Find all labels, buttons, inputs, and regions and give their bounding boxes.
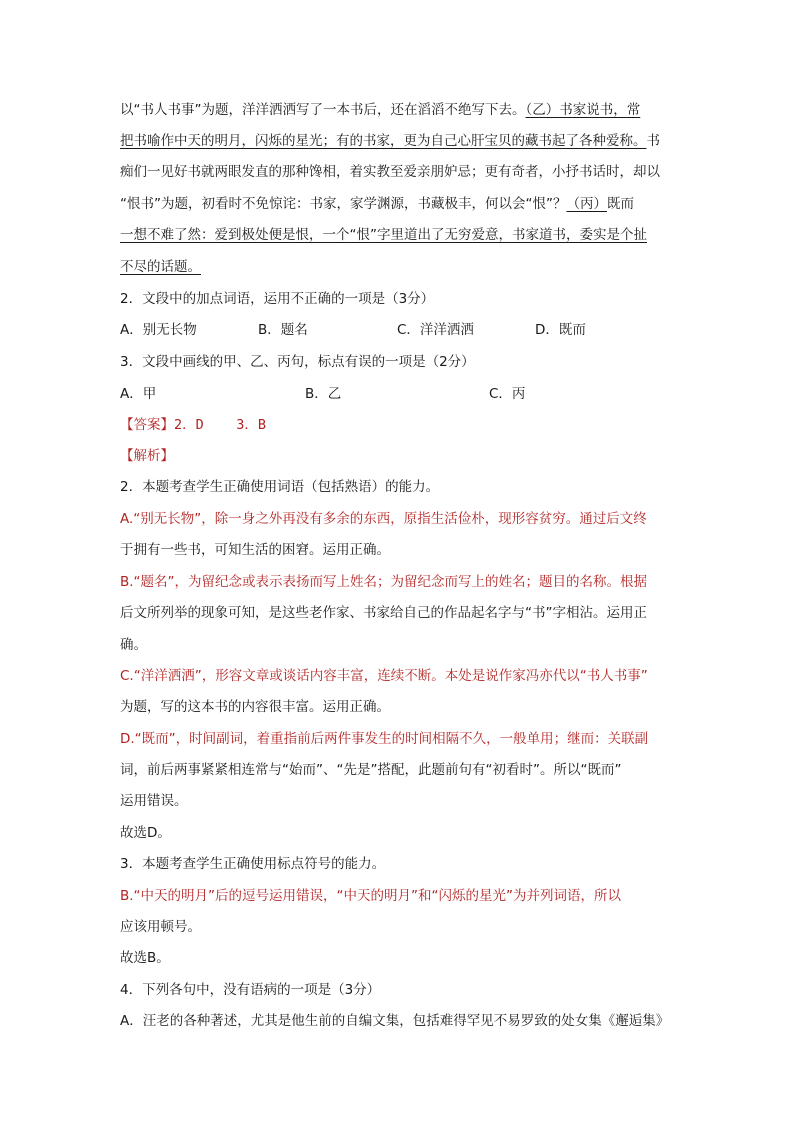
q4-option-a: A．汪老的各种著述，尤其是他生前的自编文集，包括难得罕见不易罗致的处女集《邂逅集》 [120, 1013, 670, 1029]
underlined-sentence-bing: （丙） [566, 196, 607, 212]
analysis-a-line-2: 于拥有一些书，可知生活的困窘。运用正确。 [120, 542, 390, 558]
passage-line-3: 痴们一见好书就两眼发直的那种馋相，着实教至爱亲朋妒忌；更有奇者，小抒书话时，却以 [120, 164, 660, 180]
underlined-sentence-bing-cont: 一想不难了然：爱到极处便是恨，一个“恨”字里道出了无穷爱意，书家道书，委实是个扯 [120, 227, 647, 243]
analysis-q3-choice: 故选B。 [120, 950, 170, 966]
answer-text: 2．D 3．B [174, 417, 267, 433]
analysis-b-line-3: 确。 [120, 637, 147, 653]
passage-line-6 [120, 257, 680, 277]
q2-option-c: C．洋洋洒洒 [397, 322, 474, 338]
passage-line-5 [120, 225, 680, 245]
q3-option-a: A．甲 [120, 386, 157, 402]
answer-label: 【答案】 [120, 417, 174, 433]
question-3-stem: 3．文段中画线的甲、乙、丙句，标点有误的一项是（2分） [120, 354, 475, 370]
q2-option-d: D．既而 [535, 322, 586, 338]
underlined-sentence-yi: （乙）书家说书，常 [525, 102, 641, 118]
analysis-c-line-2: 为题，写的这本书的内容很丰富。运用正确。 [120, 699, 390, 715]
analysis-b-line-1: B.“题名”，为留纪念或表示表扬而写上姓名；为留纪念而写上的姓名；题目的名称。根据 [120, 574, 648, 590]
analysis-d-line-3: 运用错误。 [120, 793, 188, 809]
analysis-q2-choice: 故选D。 [120, 825, 171, 841]
q2-option-b: B．题名 [258, 322, 308, 338]
underlined-sentence-yi-cont: 把书喻作中天的明月，闪烁的星光；有的书家，更为自己心肝宝贝的藏书起了各种爱称。 [120, 133, 647, 149]
question-4-stem: 4．下列各句中，没有语病的一项是（3分） [120, 982, 381, 998]
q2-option-a: A．别无长物 [120, 322, 197, 338]
analysis-d-line-1: D.“既而”，时间副词，着重指前后两件事发生的时间相隔不久，一般单用；继而：关联副 [120, 731, 649, 747]
answer-line [120, 415, 680, 435]
analysis-q3-title: 3．本题考查学生正确使用标点符号的能力。 [120, 856, 386, 872]
analysis-label: 【解析】 [120, 448, 174, 464]
analysis-e-line-2: 应该用顿号。 [120, 919, 201, 935]
passage-line-1: 以“书人书事”为题，洋洋洒洒写了一本书后，还在滔滔不绝写下去。（乙）书家说书，常 [120, 102, 641, 118]
analysis-c-line-1: C.“洋洋洒洒”，形容文章或谈话内容丰富，连续不断。本处是说作家冯亦代以“书人书事” [120, 668, 648, 684]
analysis-a-line-1: A.“别无长物”，除一身之外再没有多余的东西，原指生活俭朴，现形容贫穷。通过后文终 [120, 511, 647, 527]
q3-option-c: C．丙 [489, 386, 526, 402]
analysis-e-line-1: B.“中天的明月”后的逗号运用错误，“中天的明月”和“闪烁的星光”为并列词语，所以 [120, 888, 622, 904]
analysis-b-line-2: 后文所列举的现象可知，是这些老作家、书家给自己的作品起名字与“书”字相沾。运用正 [120, 605, 647, 621]
analysis-q2-title: 2．本题考查学生正确使用词语（包括熟语）的能力。 [120, 479, 440, 495]
q3-option-b: B．乙 [305, 386, 342, 402]
underlined-sentence-bing-end: 不尽的话题。 [120, 259, 201, 275]
passage-line-2: 把书喻作中天的明月，闪烁的星光；有的书家，更为自己心肝宝贝的藏书起了各种爱称。书 [120, 133, 660, 149]
question-2-stem: 2．文段中的加点词语，运用不正确的一项是（3分） [120, 291, 435, 307]
passage-line-4: “恨书”为题，初看时不免惊诧：书家，家学渊源，书藏极丰，何以会“恨”？（丙）既而 [120, 196, 634, 212]
analysis-d-line-2: 词，前后两事紧紧相连常与“始而”、“先是”搭配，此题前句有“初看时”。所以“既而” [120, 762, 622, 778]
